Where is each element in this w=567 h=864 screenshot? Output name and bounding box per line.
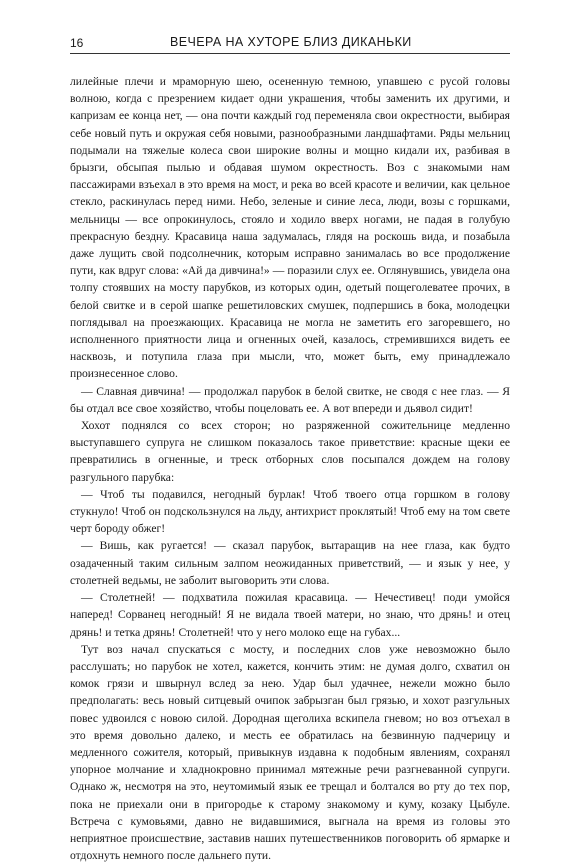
- paragraph: Тут воз начал спускаться с мосту, и последних слов уже невозможно было расслушать; но парубок не хотел, кажется, кончить этим: не думая долго, схватил он комок грязи и швырнул вслед за нею. Удар был удачнее, нежели можно было предполагать: весь новый ситцевый очипок забрызган был грязью, и хохот разгульных повес удвоился с новою силой. Дородная щеголиха вскипела гневом; но воз отъехал в это время довольно далеко, и месть ее обратилась на безвинную падчерицу и медленного сожителя, который, привыкнув издавна к подобным явлениям, сохранял упорное молчание и хладнокровно принимал мятежные речи разгневанной супруги. Однако ж, несмотря на это, неутомимый язык ее трещал и болтался во рту до тех пор, пока не приехали они в пригородье к старому знакомому и куму, козаку Цыбуле. Встреча с кумовьями, давно не видавшимися, выгнала на время из головы это неприятное происшествие, заставив наших путешественников поговорить об ярмарке и отдохнуть немного после дальнего пути.: [70, 642, 510, 863]
- page-number: 16: [70, 36, 84, 50]
- page-header: [70, 33, 510, 54]
- paragraph: — Чтоб ты подавился, негодный бурлак! Чтоб твоего отца горшком в голову стукнуло! Чтоб он подскользнулся на льду, антихрист проклятый! Чтоб ему на том свете черт бороду обжег!: [70, 487, 510, 536]
- running-title: ВЕЧЕРА НА ХУТОРЕ БЛИЗ ДИКАНЬКИ: [170, 35, 412, 49]
- paragraph: — Столетней! — подхватила пожилая красавица. — Нечестивец! поди умойся наперед! Сорванец негодный! Я не видала твоей матери, но знаю, что дрянь! и отец дрянь! и тетка дрянь! Столетней! что у него молоко еще на губах...: [70, 591, 510, 639]
- paragraph: Хохот поднялся со всех сторон; но разряженной сожительнице медленно выступавшего супруга не слишком показалось такое приветствие: красные щеки ее превратились в огненные, и треск отборных слов посыпался дождем на голову разгульного парубка:: [70, 419, 510, 484]
- paragraph: лилейные плечи и мраморную шею, осененную темною, упавшею с русой головы волною, когда с презрением кидает одни украшения, чтобы заменить их другими, и капризам ее конца нет, — она почти каждый год переменяла свои окрестности, выбирая себе новый путь и окружая себя новыми, разнообразными ландшафтами. Ряды мельниц подымали на тяжелые колеса свои широкие волны и мощно кидали их, разбивая в брызги, обсыпая пылью и обдавая шумом окрестность. Воз с знакомыми нам пассажирами взъехал в это время на мост, и река во всей красоте и величии, как цельное стекло, раскинулась перед ними. Небо, зеленые и синие леса, люди, возы с горшками, мельницы — все опрокинулось, стояло и ходило вверх ногами, не падая в голубую прекрасную бездну. Красавица наша задумалась, глядя на роскошь вида, и позабыла даже лущить свой подсолнечник, которым исправно занималась во все продолжение пути, как вдруг слова: «Ай да дивчина!» — поразили слух ее. Оглянувшись, увидела она толпу стоявших на мосту парубков, из которых один, одетый пощеголеватее прочих, в белой свитке и в серой шапке решетиловских смушек, подпершись в бока, молодецки поглядывал на проезжающих. Красавица не могла не заметить его загоревшего, но исполненного приятности лица и огненных очей, казалось, стремившихся видеть ее насквозь, и потупила глаза при мысли, что, может быть, ему принадлежало произнесенное слово.: [70, 75, 510, 381]
- paragraph: — Вишь, как ругается! — сказал парубок, вытаращив на нее глаза, как будто озадаченный таким сильным залпом неожиданных приветствий, — и язык у нее, у столетней ведьмы, не заболит выговорить эти слова.: [70, 539, 510, 587]
- paragraph: — Славная дивчина! — продолжал парубок в белой свитке, не сводя с нее глаз. — Я бы отдал все свое хозяйство, чтобы поцеловать ее. А вот впереди и дьявол сидит!: [70, 384, 510, 415]
- body-text: [70, 73, 510, 864]
